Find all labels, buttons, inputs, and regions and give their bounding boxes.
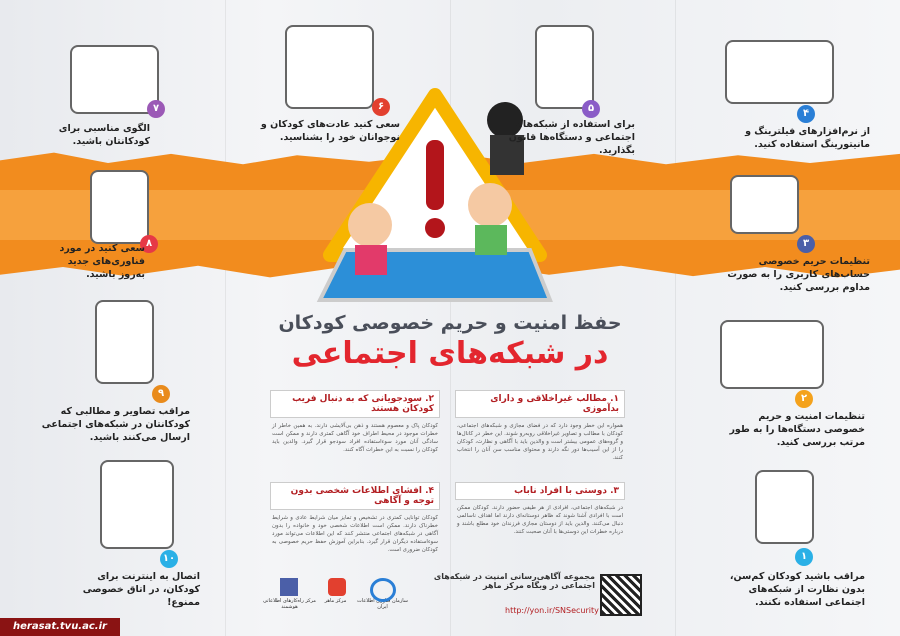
person-tablet-icon bbox=[95, 300, 154, 384]
tip-text: مراقب باشید کودکان کم‌سن، بدون نظارت از شبکه‌های اجتماعی استفاده نکنند. bbox=[729, 571, 865, 608]
wifi-door-icon bbox=[100, 460, 174, 549]
section-body: کودکان پاک و معصوم هستند و ذهن بی‌آلایشی دارند. به همین خاطر از خطرات موجود در محیط اطراف خود آگاهی کمتری دارند و ممکن است سادگی آنان مورد سوءاستفاده افراد سودجو قرار گیرد. والدین باید کودکان را نسبت به این خطرات آگاه کنند. bbox=[272, 423, 438, 453]
section-heading: ۴. افشای اطلاعات شخصی بدون توجه و آگاهی bbox=[270, 482, 440, 510]
logo-caption: مرکز راه‌کارهای اطلاعاتی هوشمند bbox=[263, 598, 316, 610]
phone-magnifier-icon bbox=[755, 470, 814, 544]
section-1 bbox=[455, 390, 625, 466]
laptop-camera-icon bbox=[725, 40, 834, 104]
tip-text: اتصال به اینترنت برای کودکان، در اتاق خصوصی ممنوع! bbox=[82, 571, 200, 608]
section-3 bbox=[455, 482, 625, 540]
tip-number: ۹ bbox=[152, 385, 170, 403]
logo-icon bbox=[370, 578, 396, 602]
tip-text: سعی کنید عادت‌های کودکان و نوجوانان خود را بشناسید. bbox=[260, 119, 400, 143]
section-heading: ۳. دوستی با افراد ناباب bbox=[455, 482, 625, 500]
section-2 bbox=[270, 390, 440, 458]
phone-gears-icon bbox=[90, 170, 149, 244]
footer-url[interactable]: http://yon.ir/SNSecurity bbox=[505, 606, 599, 615]
tip-number: ۱۰ bbox=[160, 550, 178, 568]
logo-icon bbox=[280, 578, 298, 596]
tip-number: ۲ bbox=[795, 390, 813, 408]
tip-text: تنظیمات امنیت و حریم خصوصی دستگاه‌ها را به طور مرتب بررسی کنید. bbox=[729, 411, 865, 448]
section-body: همواره این خطر وجود دارد که در فضای مجازی و شبکه‌های اجتماعی، کودکان با مطالب و تصاویر غیراخلاقی روبه‌رو شوند. این خطر در کانال‌ها و گروه‌های عمومی بیشتر است و والدین باید با آگاهی و نظارت، کودکان را از این آسیب‌ها دور نگه دارند و محتوای مناسب سن آنان را انتخاب کنند. bbox=[457, 423, 623, 461]
tip-text: از نرم‌افزارهای فیلترینگ و مانیتورینگ استفاده کنید. bbox=[745, 126, 870, 150]
qr-code-icon bbox=[600, 574, 642, 616]
section-heading: ۱. مطالب غیراخلاقی و دارای بدآموزی bbox=[455, 390, 625, 418]
poster-subtitle: حفظ امنیت و حریم خصوصی کودکان bbox=[278, 312, 622, 334]
padlock-cursor-icon bbox=[730, 175, 799, 234]
tip-number: ۵ bbox=[582, 100, 600, 118]
fold-line bbox=[225, 0, 226, 636]
tip-number: ۳ bbox=[797, 235, 815, 253]
parents-tablet-icon bbox=[70, 45, 159, 114]
logo-caption: مرکز ماهر bbox=[324, 598, 347, 604]
section-body: کودکان توانایی کمتری در تشخیص و تمایز میان شرایط عادی و شرایط خطرناک دارند. ممکن است اطلاعات شخصی خود و خانواده را بدون آگاهی در شبکه‌های اجتماعی منتشر کنند که این اطلاعات می‌تواند مورد سوءاستفاده دیگران قرار گیرد. بنابراین آموزش حفظ حریم خصوصی به کودکان ضروری است. bbox=[272, 515, 438, 553]
tip-number: ۱ bbox=[795, 548, 813, 566]
section-heading: ۲. سودجویانی که به دنبال فریب کودکان هستند bbox=[270, 390, 440, 418]
tip-number: ۸ bbox=[140, 235, 158, 253]
tip-text: سعی کنید در مورد فناوری‌های جدید به‌روز باشید. bbox=[59, 243, 145, 280]
phone-scales-icon bbox=[535, 25, 594, 109]
tip-text: مراقب تصاویر و مطالبی که کودکانتان در شبکه‌های اجتماعی ارسال می‌کنند باشید. bbox=[41, 406, 190, 443]
source-watermark: herasat.tvu.ac.ir bbox=[0, 618, 120, 636]
section-body: در شبکه‌های اجتماعی، افرادی از هر طیفی حضور دارند. کودکان ممکن است با افرادی آشنا شوند که ظاهر دوستانه‌ای دارند اما اهداف ناسالمی دنبال می‌کنند. والدین باید از دوستان مجازی فرزندان خود مطلع باشند و درباره خطرات این دوستی‌ها با آنان صحبت کنند. bbox=[457, 505, 623, 535]
logo-icon bbox=[328, 578, 346, 596]
tip-text: تنظیمات حریم خصوصی حساب‌های کاربری را به صورت مداوم بررسی کنید. bbox=[727, 256, 870, 293]
tip-number: ۶ bbox=[372, 98, 390, 116]
tip-number: ۷ bbox=[147, 100, 165, 118]
footer-series-title: مجموعه آگاهی‌رسانی امنیت در شبکه‌های اجتماعی در وبگاه مرکز ماهر bbox=[433, 572, 595, 590]
tip-text: برای استفاده از شبکه‌های اجتماعی و دستگاه‌ها قانون بگذارید. bbox=[508, 119, 635, 156]
tip-number: ۴ bbox=[797, 105, 815, 123]
poster-title: در شبکه‌های اجتماعی bbox=[291, 336, 609, 371]
monitor-lock-icon bbox=[720, 320, 824, 389]
family-question-icon bbox=[285, 25, 374, 109]
section-4 bbox=[270, 482, 440, 558]
tip-text: الگوی مناسبی برای کودکانتان باشید. bbox=[58, 123, 150, 147]
fold-line bbox=[675, 0, 676, 636]
logo-caption: سازمان فناوری اطلاعات ایران bbox=[357, 598, 408, 610]
